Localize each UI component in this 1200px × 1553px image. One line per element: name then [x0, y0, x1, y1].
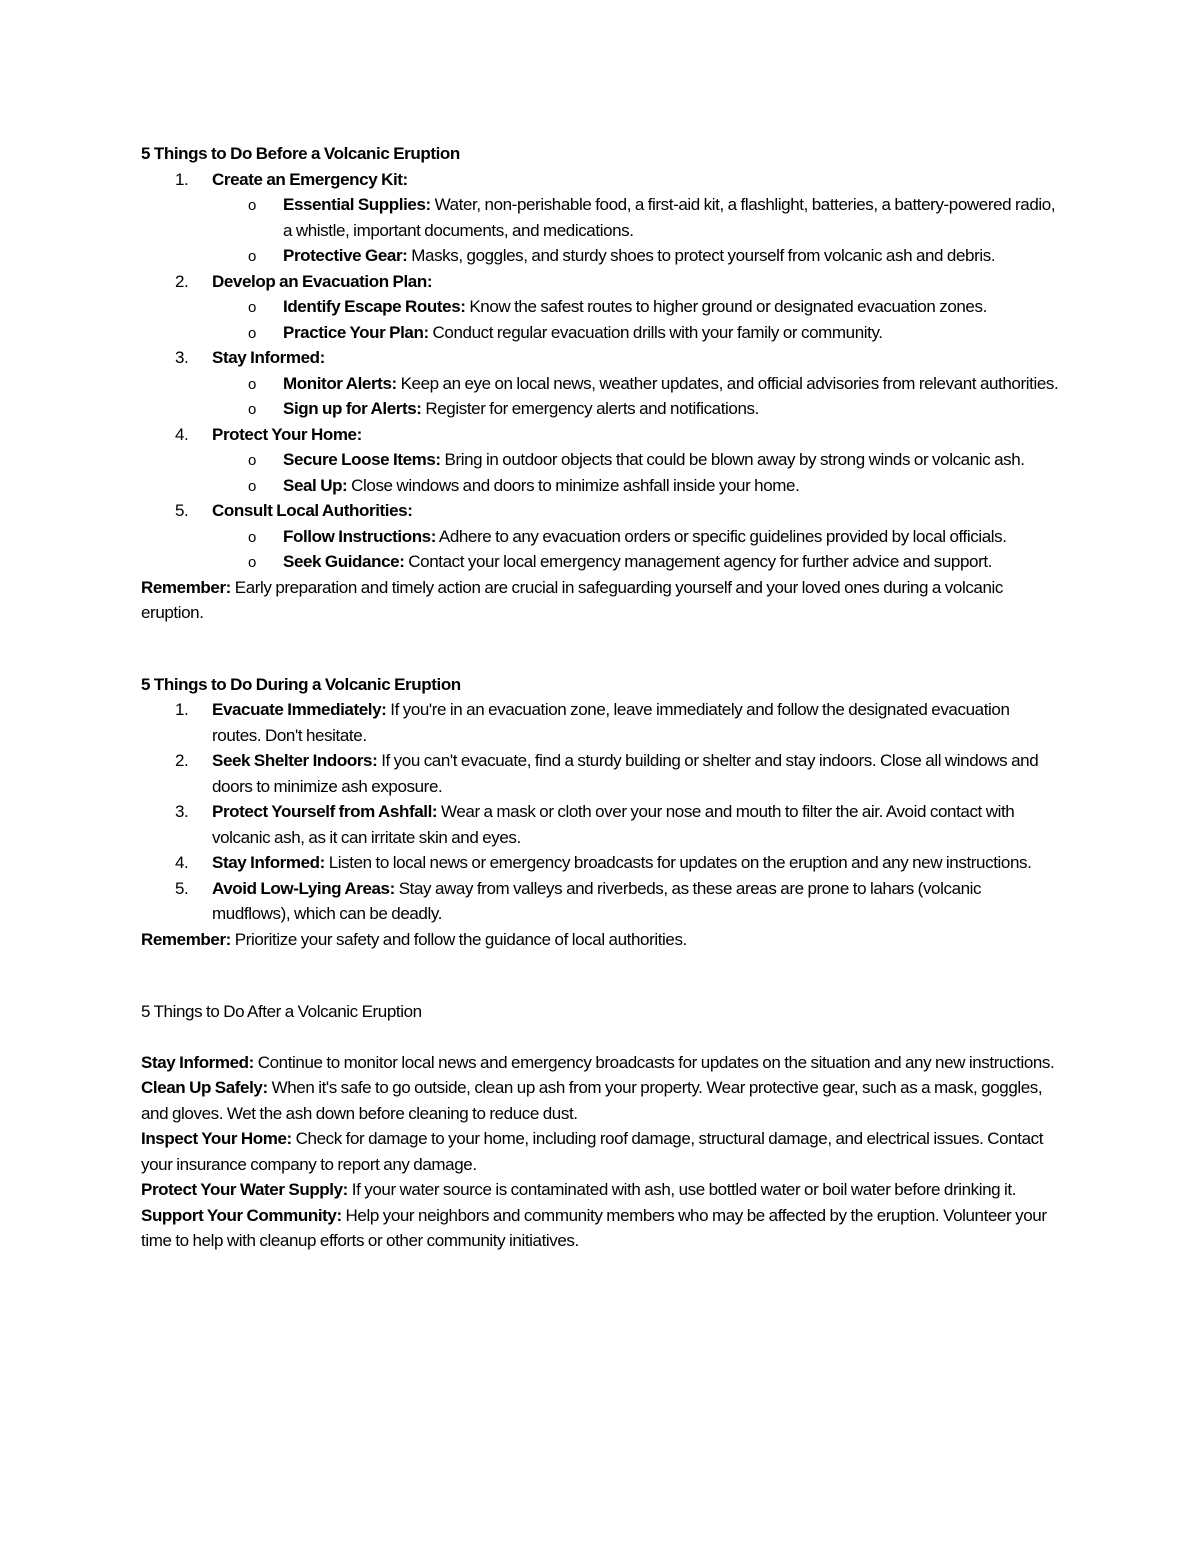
section-spacer	[141, 952, 1061, 999]
section-spacer	[141, 1025, 1061, 1050]
step-label: Avoid Low-Lying Areas:	[212, 878, 395, 898]
bullet-icon: o	[248, 554, 256, 571]
sub-text: Bring in outdoor objects that could be blown away by strong winds or volcanic ash.	[440, 450, 1025, 469]
bullet-icon: o	[248, 375, 256, 393]
sub-item	[212, 524, 1061, 550]
bullet-icon: o	[248, 248, 256, 265]
after-item	[141, 1126, 1061, 1177]
step-label: Evacuate Immediately:	[212, 700, 387, 719]
after-item	[141, 1203, 1061, 1254]
during-step	[141, 697, 1061, 748]
item-text: Help your neighbors and community members who may be affected by the eruption. Volunteer your time to help with cleanup efforts or other community initiatives.	[141, 1205, 1047, 1250]
step-number: 1.	[175, 169, 189, 189]
sub-item	[212, 371, 1061, 397]
sub-text: Conduct regular evacuation drills with your family or community.	[428, 322, 883, 342]
step-number: 4.	[175, 853, 189, 872]
during-section-title: 5 Things to Do During a Volcanic Eruption	[141, 674, 461, 694]
sub-list	[212, 371, 1061, 422]
sub-text: Adhere to any evacuation orders or specific guidelines provided by local officials.	[436, 526, 1007, 546]
bullet-icon: o	[248, 299, 256, 316]
sub-label: Sign up for Alerts:	[283, 399, 422, 418]
item-label: Support Your Community:	[141, 1205, 342, 1225]
sub-list	[212, 524, 1061, 575]
sub-label: Essential Supplies:	[283, 195, 431, 214]
item-text: Continue to monitor local news and emergency broadcasts for updates on the situation and any new instructions.	[253, 1052, 1055, 1072]
sub-item	[212, 192, 1061, 243]
sub-text: Keep an eye on local news, weather updates, and official advisories from relevant authorities.	[396, 373, 1059, 393]
remember-text: Prioritize your safety and follow the guidance of local authorities.	[230, 929, 687, 949]
step-number: 3.	[175, 348, 189, 367]
sub-item	[212, 549, 1061, 575]
before-step	[141, 345, 1061, 422]
after-section-title: 5 Things to Do After a Volcanic Eruption	[141, 1002, 422, 1021]
sub-label: Seek Guidance:	[283, 552, 405, 571]
step-label: Seek Shelter Indoors:	[212, 751, 378, 770]
step-label: Create an Emergency Kit:	[212, 169, 408, 189]
sub-label: Protective Gear:	[283, 246, 408, 265]
before-section-title: 5 Things to Do Before a Volcanic Eruption	[141, 144, 460, 163]
sub-text: Register for emergency alerts and notifications.	[421, 399, 759, 418]
sub-item	[212, 473, 1061, 499]
item-text: When it's safe to go outside, clean up ash from your property. Wear protective gear, such as a mask, goggles, and gloves. Wet the ash down before cleaning to reduce dust.	[141, 1078, 1043, 1123]
sub-item	[212, 396, 1061, 422]
item-text: Check for damage to your home, including roof damage, structural damage, and electrical issues. Contact your insurance company to report any damage.	[141, 1129, 1044, 1174]
sub-item	[212, 447, 1061, 473]
before-step	[141, 422, 1061, 499]
section-spacer	[141, 626, 1061, 672]
sub-label: Identify Escape Routes:	[283, 297, 466, 316]
sub-label: Monitor Alerts:	[283, 373, 397, 393]
bullet-icon: o	[248, 477, 256, 495]
sub-list	[212, 192, 1061, 269]
sub-text: Water, non-perishable food, a first-aid kit, a flashlight, batteries, a battery-powered radio, a whistle, important documents, and medications.	[283, 195, 1056, 240]
after-item	[141, 1075, 1061, 1126]
during-step	[141, 748, 1061, 799]
step-number: 5.	[175, 501, 189, 520]
item-label: Protect Your Water Supply:	[141, 1180, 348, 1199]
remember-label: Remember:	[141, 929, 231, 949]
step-label: Protect Yourself from Ashfall:	[212, 802, 438, 821]
sub-list	[212, 447, 1061, 498]
bullet-icon: o	[248, 452, 256, 469]
sub-text: Know the safest routes to higher ground or designated evacuation zones.	[465, 297, 987, 316]
bullet-icon: o	[248, 528, 256, 546]
bullet-icon: o	[248, 197, 256, 214]
bullet-icon: o	[248, 324, 256, 342]
step-label: Consult Local Authorities:	[212, 501, 413, 520]
step-text: Stay away from valleys and riverbeds, as these areas are prone to lahars (volcanic mudflows), which can be deadly.	[212, 878, 982, 923]
during-remember	[141, 927, 1061, 953]
step-text: If you can't evacuate, find a sturdy building or shelter and stay indoors. Close all windows and doors to minimize ash exposure.	[212, 751, 1039, 796]
item-label: Clean Up Safely:	[141, 1078, 268, 1097]
remember-text: Early preparation and timely action are crucial in safeguarding yourself and your loved ones during a volcanic eruption.	[141, 577, 1004, 622]
sub-text: Contact your local emergency management agency for further advice and support.	[404, 552, 992, 571]
bullet-icon: o	[248, 401, 256, 418]
sub-list	[212, 294, 1061, 345]
step-number: 5.	[175, 878, 189, 898]
remember-label: Remember:	[141, 577, 231, 597]
item-label: Inspect Your Home:	[141, 1129, 292, 1148]
sub-label: Seal Up:	[283, 475, 348, 495]
during-step	[141, 876, 1061, 927]
item-text: If your water source is contaminated with ash, use bottled water or boil water before drinking it.	[347, 1180, 1017, 1199]
step-number: 2.	[175, 271, 189, 291]
step-number: 1.	[175, 700, 189, 719]
before-steps-list	[141, 167, 1061, 575]
sub-label: Follow Instructions:	[283, 526, 436, 546]
sub-text: Masks, goggles, and sturdy shoes to protect yourself from volcanic ash and debris.	[407, 246, 996, 265]
sub-label: Secure Loose Items:	[283, 450, 441, 469]
after-item	[141, 1177, 1061, 1203]
after-item	[141, 1050, 1061, 1076]
during-step	[141, 799, 1061, 850]
step-label: Develop an Evacuation Plan:	[212, 271, 433, 291]
before-step	[141, 167, 1061, 269]
step-number: 4.	[175, 424, 189, 444]
step-number: 3.	[175, 802, 189, 821]
sub-item	[212, 294, 1061, 320]
step-label: Stay Informed:	[212, 853, 325, 872]
before-step	[141, 498, 1061, 575]
step-text: If you're in an evacuation zone, leave immediately and follow the designated evacuation routes. Don't hesitate.	[212, 700, 1010, 745]
during-steps-list	[141, 697, 1061, 927]
sub-label: Practice Your Plan:	[283, 322, 429, 342]
before-remember	[141, 575, 1061, 626]
sub-item	[212, 243, 1061, 269]
step-text: Wear a mask or cloth over your nose and mouth to filter the air. Avoid contact with volcanic ash, as it can irritate skin and eyes.	[212, 802, 1015, 847]
step-label: Stay Informed:	[212, 348, 325, 367]
step-number: 2.	[175, 751, 189, 770]
sub-text: Close windows and doors to minimize ashfall inside your home.	[347, 475, 800, 495]
step-label: Protect Your Home:	[212, 424, 362, 444]
document-page	[141, 141, 1061, 1254]
before-step	[141, 269, 1061, 346]
during-step	[141, 850, 1061, 876]
sub-item	[212, 320, 1061, 346]
step-text: Listen to local news or emergency broadcasts for updates on the eruption and any new instructions.	[324, 853, 1032, 872]
item-label: Stay Informed:	[141, 1052, 254, 1072]
